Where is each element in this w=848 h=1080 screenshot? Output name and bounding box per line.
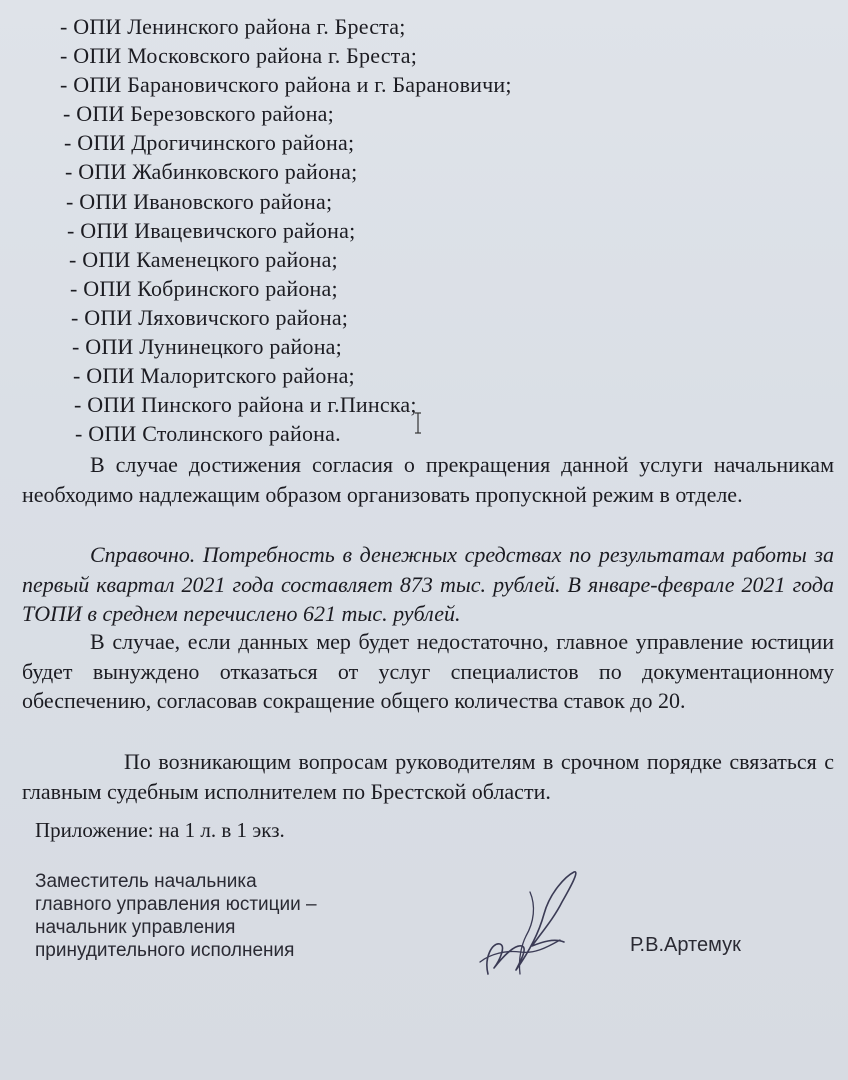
handwritten-signature bbox=[470, 862, 600, 992]
paragraph-contact bbox=[22, 747, 834, 806]
list-item: - ОПИ Пинского района и г.Пинска; bbox=[74, 392, 417, 418]
list-item: - ОПИ Дрогичинского района; bbox=[64, 130, 355, 156]
list-item: - ОПИ Ляховичского района; bbox=[71, 304, 349, 330]
list-item: - ОПИ Ленинского района г. Бреста; bbox=[60, 14, 406, 39]
paragraph-reference bbox=[22, 540, 834, 629]
list-item: - ОПИ Столинского района. bbox=[75, 421, 341, 447]
department-list bbox=[60, 12, 512, 448]
list-item: - ОПИ Московского района г. Бреста; bbox=[60, 43, 418, 69]
list-item: - ОПИ Ивановского района; bbox=[66, 188, 333, 214]
list-item: - ОПИ Кобринского района; bbox=[70, 275, 338, 301]
paragraph-agreement bbox=[22, 450, 834, 509]
signer-title-line: Заместитель начальника bbox=[35, 871, 257, 892]
signer-title-line: начальник управления bbox=[35, 917, 236, 938]
list-item: - ОПИ Ивацевичского района; bbox=[67, 217, 356, 243]
list-item: - ОПИ Жабинковского района; bbox=[65, 159, 358, 185]
list-item: - ОПИ Барановичского района и г. Барановичи; bbox=[60, 72, 512, 98]
signer-name: Р.В.Артемук bbox=[630, 934, 741, 956]
attachment-note: Приложение: на 1 л. в 1 экз. bbox=[35, 818, 285, 842]
signer-title-line: главного управления юстиции – bbox=[35, 894, 317, 915]
signer-title-line: принудительного исполнения bbox=[35, 940, 295, 961]
signer-title bbox=[35, 870, 317, 962]
paragraph-measures-text: В случае, если данных мер будет недостаточно, главное управление юстиции будет вынуждено отказаться от услуг специалистов по документационному обеспечению, согласовав сокращение общего количества ставок до 20. bbox=[22, 629, 834, 713]
list-item: - ОПИ Малоритского района; bbox=[73, 363, 355, 389]
list-item: - ОПИ Каменецкого района; bbox=[69, 246, 338, 272]
paragraph-contact-text: По возникающим вопросам руководителям в срочном порядке связаться с главным судебным исполнителем по Брестской области. bbox=[22, 749, 834, 804]
paragraph-agreement-text: В случае достижения согласия о прекращения данной услуги начальникам необходимо надлежащим образом организовать пропускной режим в отделе. bbox=[22, 452, 834, 507]
paragraph-reference-text: Справочно. Потребность в денежных средствах по результатам работы за первый квартал 2021 года составляет 873 тыс. рублей. В январе-феврале 2021 года ТОПИ в среднем перечислено 621 тыс. рублей. bbox=[22, 542, 834, 626]
list-item: - ОПИ Березовского района; bbox=[63, 101, 334, 127]
paragraph-measures bbox=[22, 627, 834, 716]
list-item: - ОПИ Лунинецкого района; bbox=[72, 334, 342, 360]
text-cursor-icon bbox=[414, 412, 422, 434]
